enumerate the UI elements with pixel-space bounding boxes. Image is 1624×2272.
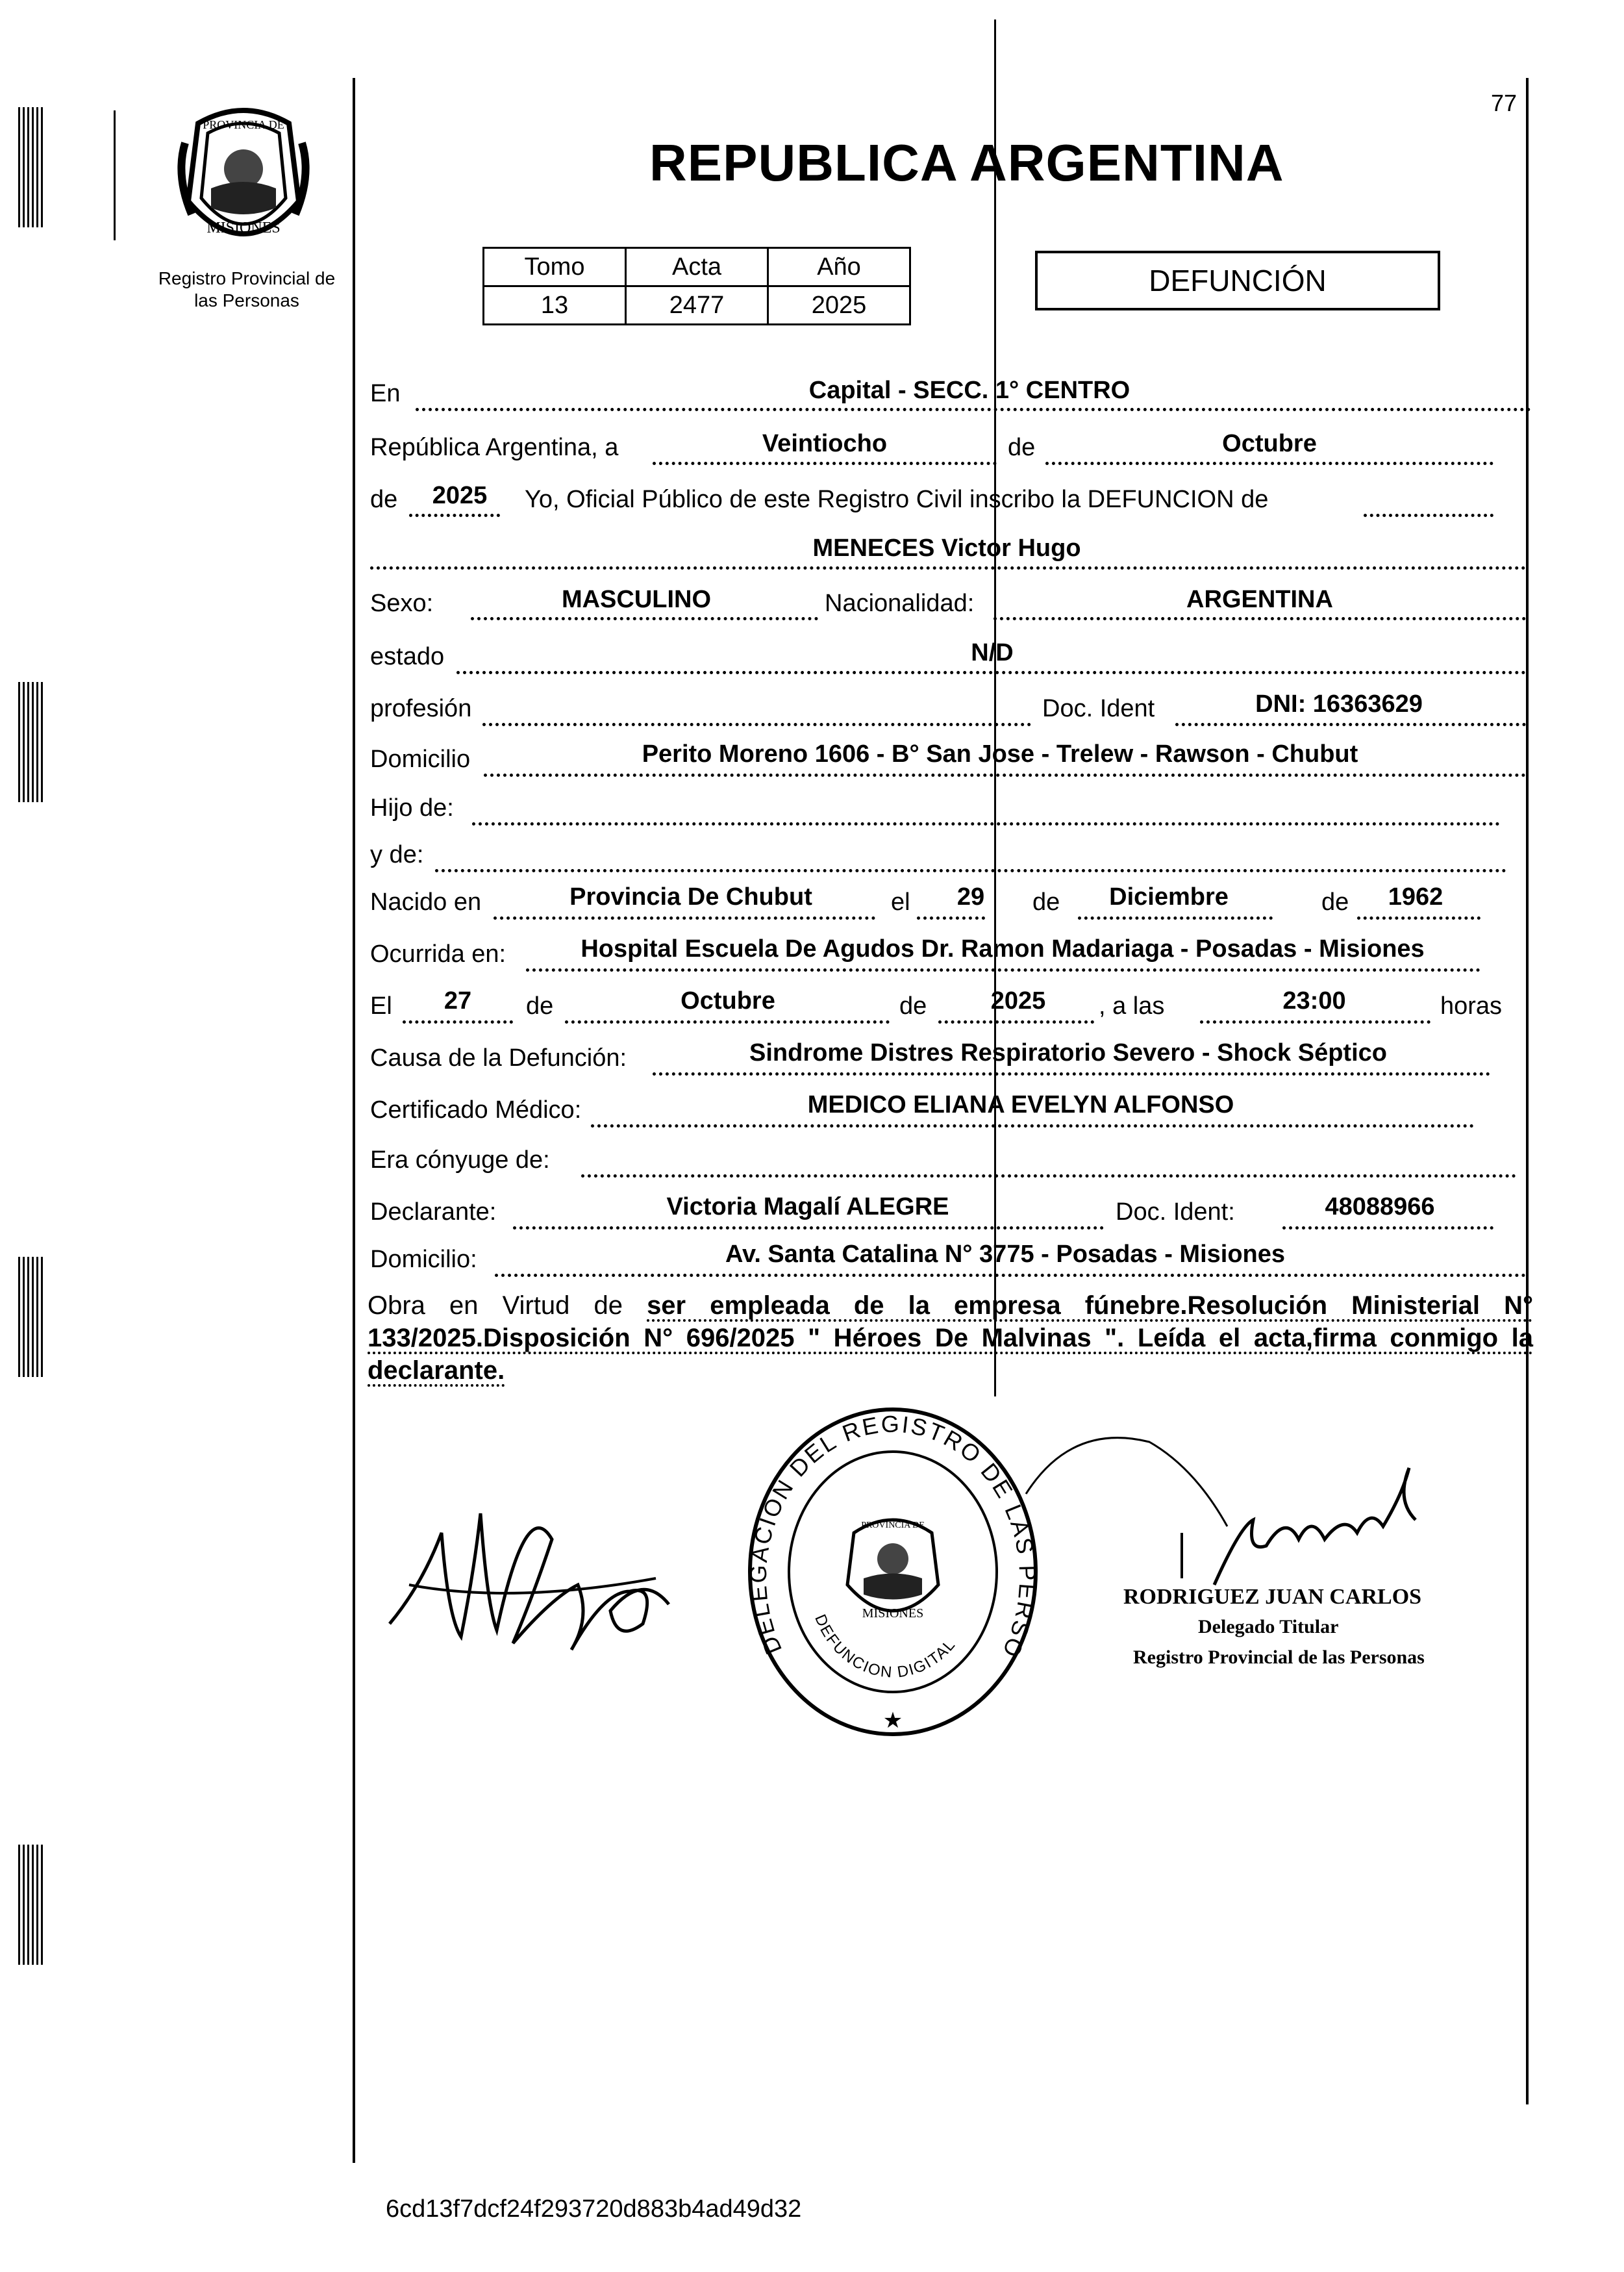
record-type-box: DEFUNCIÓN xyxy=(1035,251,1440,310)
misiones-logo xyxy=(172,104,315,260)
value-dia: Veintiocho xyxy=(762,430,888,457)
dotted-line xyxy=(917,916,985,920)
label-doc-ident-declarante: Doc. Ident: xyxy=(1116,1198,1235,1226)
value-nacido-en: Provincia De Chubut xyxy=(569,883,812,911)
label-de: de xyxy=(1008,434,1036,461)
scan-mark xyxy=(18,1845,44,1965)
dotted-line xyxy=(513,1226,1104,1230)
label-sexo: Sexo: xyxy=(370,590,434,617)
registry-seal xyxy=(743,1403,1042,1741)
label-yde: y de: xyxy=(370,841,424,868)
value-obra: ser empleada de la empresa fúnebre.Resolución Ministerial N° 133/2025.Disposición N° 696/2025 " Héroes De Malvinas ". Leída el acta,firma conmigo la declarante. xyxy=(368,1291,1533,1385)
document-hash: 6cd13f7dcf24f293720d883b4ad49d32 xyxy=(386,2195,802,2223)
value-declarante: Victoria Magalí ALEGRE xyxy=(666,1193,949,1220)
dotted-line xyxy=(416,408,1531,411)
label-obra: Obra en Virtud de xyxy=(368,1291,623,1320)
dotted-line xyxy=(495,1274,1526,1277)
official-signature xyxy=(1019,1396,1468,1591)
right-margin-line xyxy=(1526,78,1529,2104)
value-causa: Sindrome Distres Respiratorio Severo - Shock Séptico xyxy=(749,1039,1387,1067)
label-declarante: Declarante: xyxy=(370,1198,497,1226)
signatory-role: Delegado Titular xyxy=(1198,1616,1339,1637)
ref-value-tomo: 13 xyxy=(484,286,626,325)
dotted-line xyxy=(1357,916,1480,920)
value-certificado: MEDICO ELIANA EVELYN ALFONSO xyxy=(807,1091,1234,1118)
page-title: REPUBLICA ARGENTINA xyxy=(649,134,1284,192)
value-domicilio: Perito Moreno 1606 - B° San Jose - Trelew - Rawson - Chubut xyxy=(642,740,1358,768)
seal-text-bottom: DEFUNCION DIGITAL xyxy=(811,1611,960,1682)
dotted-line xyxy=(482,723,1031,726)
label-conyuge: Era cónyuge de: xyxy=(370,1146,550,1174)
dotted-line xyxy=(1364,514,1493,517)
value-doc: DNI: 16363629 xyxy=(1255,690,1423,718)
value-declarante-doc: 48088966 xyxy=(1325,1193,1435,1220)
label-en: En xyxy=(370,380,401,407)
dotted-line xyxy=(472,822,1500,826)
label-el: el xyxy=(891,889,910,916)
label-estado: estado xyxy=(370,643,445,670)
dotted-line xyxy=(653,1072,1490,1076)
scan-center-line xyxy=(994,19,996,1396)
label-de: de xyxy=(1032,889,1060,916)
dotted-line xyxy=(1200,1020,1430,1024)
value-sexo: MASCULINO xyxy=(561,586,712,613)
ref-value-anio: 2025 xyxy=(768,286,910,325)
label-de: de xyxy=(370,486,398,513)
value-estado: N/D xyxy=(971,639,1014,666)
label-doc-ident: Doc. Ident xyxy=(1042,695,1155,722)
dotted-line xyxy=(591,1124,1474,1128)
label-nacido: Nacido en xyxy=(370,889,482,916)
logo-text-top: PROVINCIA DE xyxy=(203,118,284,131)
label-de: de xyxy=(1321,889,1349,916)
ref-header-tomo: Tomo xyxy=(484,248,626,286)
scan-mark xyxy=(18,1257,44,1377)
label-republica: República Argentina, a xyxy=(370,434,619,461)
label-horas: horas xyxy=(1440,992,1503,1020)
value-mes: Octubre xyxy=(1222,430,1317,457)
value-def-anio: 2025 xyxy=(990,987,1046,1015)
label-ocurrida: Ocurrida en: xyxy=(370,940,506,968)
dotted-line xyxy=(471,617,818,620)
value-hora: 23:00 xyxy=(1282,987,1346,1015)
value-nac-mes: Diciembre xyxy=(1109,883,1229,911)
page-number: 77 xyxy=(1491,90,1518,116)
label-profesion: profesión xyxy=(370,695,472,722)
value-anio: 2025 xyxy=(432,482,488,509)
seal-text-top: DELEGACIÓN DEL REGISTRO DE LAS PERSO xyxy=(744,1410,1042,1663)
scan-mark xyxy=(18,107,44,227)
value-def-dia: 27 xyxy=(443,987,472,1015)
dotted-line xyxy=(435,869,1506,872)
seal-star: ★ xyxy=(882,1708,903,1733)
label-de: de xyxy=(899,992,927,1020)
dotted-line xyxy=(1045,462,1493,465)
declarant-signature xyxy=(383,1455,682,1663)
dotted-line xyxy=(456,671,1526,674)
label-de: de xyxy=(526,992,554,1020)
dotted-line xyxy=(484,774,1526,777)
scan-mark xyxy=(18,682,44,802)
value-def-mes: Octubre xyxy=(681,987,775,1015)
dotted-line xyxy=(1078,916,1273,920)
dotted-line xyxy=(526,968,1480,972)
ref-header-anio: Año xyxy=(768,248,910,286)
label-causa: Causa de la Defunción: xyxy=(370,1044,627,1072)
label-domicilio: Domicilio xyxy=(370,746,471,773)
signatory-name: RODRIGUEZ JUAN CARLOS xyxy=(1123,1585,1422,1609)
value-nombre: MENECES Victor Hugo xyxy=(812,535,1081,562)
dotted-line xyxy=(565,1020,890,1024)
label-hijo: Hijo de: xyxy=(370,794,454,822)
dotted-line xyxy=(993,617,1526,620)
value-nac-anio: 1962 xyxy=(1388,883,1443,911)
dotted-line xyxy=(403,1020,513,1024)
label-certificado: Certificado Médico: xyxy=(370,1096,582,1124)
dotted-line xyxy=(493,916,875,920)
dotted-line xyxy=(409,514,500,517)
left-margin-line xyxy=(353,78,355,2163)
label-nacionalidad: Nacionalidad: xyxy=(825,590,975,617)
dotted-line xyxy=(653,462,997,465)
signatory-org: Registro Provincial de las Personas xyxy=(1133,1647,1425,1668)
dotted-line xyxy=(581,1174,1516,1178)
seal-inner-top: PROVINCIA DE xyxy=(861,1521,925,1530)
left-edge-line xyxy=(114,110,116,240)
value-nacionalidad: ARGENTINA xyxy=(1186,586,1333,613)
ref-header-acta: Acta xyxy=(626,248,768,286)
label-yo: Yo, Oficial Público de este Registro Civil inscribo la DEFUNCION de xyxy=(525,486,1269,513)
value-lugar: Capital - SECC. 1° CENTRO xyxy=(808,377,1131,404)
value-declarante-domicilio: Av. Santa Catalina N° 3775 - Posadas - Misiones xyxy=(725,1241,1286,1268)
dotted-line xyxy=(1282,1226,1493,1230)
label-domicilio-declarante: Domicilio: xyxy=(370,1246,477,1273)
dotted-line xyxy=(370,566,1526,570)
reference-table xyxy=(482,247,911,325)
value-nac-dia: 29 xyxy=(956,883,985,911)
dotted-line xyxy=(938,1020,1094,1024)
logo-text-bottom: MISIONES xyxy=(206,220,281,236)
label-El: El xyxy=(370,992,392,1020)
seal-inner-bottom: MISIONES xyxy=(862,1606,924,1621)
value-ocurrida: Hospital Escuela De Agudos Dr. Ramon Madariaga - Posadas - Misiones xyxy=(581,935,1425,963)
label-alas: , a las xyxy=(1099,992,1165,1020)
dotted-line xyxy=(1175,723,1526,726)
logo-caption: Registro Provincial de las Personas xyxy=(158,268,336,310)
obra-en-virtud-paragraph xyxy=(368,1289,1533,1387)
ref-value-acta: 2477 xyxy=(626,286,768,325)
